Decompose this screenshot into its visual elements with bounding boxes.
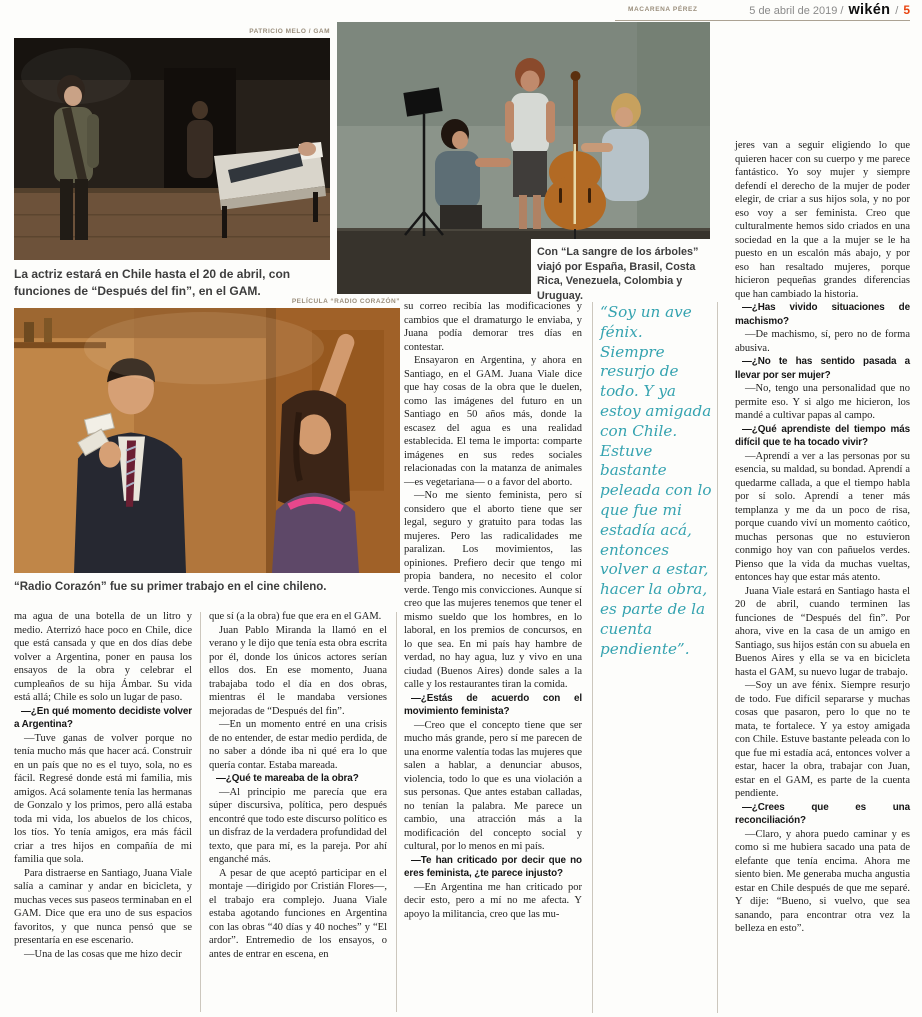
interview-question: —¿Crees que es una reconciliación? [735,801,910,826]
article-column-3 [404,300,582,1013]
column-rule [717,302,718,1013]
article-paragraph: —En un momento entré en una crisis de no entender, de estar medio perdida, de no saber a dónde iba ni qué era lo que quería contar. Estaba mareada. [209,719,387,771]
article-paragraph: —Creo que el concepto tiene que ser mucho más grande, pero sí me parecen de una enorme valentía todas las mujeres que salen a hablar, a denunciar abusos, violencia, todo lo que es una violación a sus personas. Que antes estaban calladas, no tenían la palabra. Me parece un cambio, una atracción más a la modificación del concepto social y cultural, por lo menos en mi país. [404,719,582,852]
header-separator: / [895,5,899,17]
photo1-credit: PATRICIO MELO / GAM [249,28,330,35]
article-paragraph: —Una de las cosas que me hizo decir [24,948,182,960]
article-paragraph: —De machismo, sí, pero no de forma abusiva. [735,329,910,354]
article-paragraph: —Soy un ave fénix. Siempre resurjo de todo. Fue difícil separarse y muchas cosas que pasaron, pero lo que no te mata, te fortalece. Y ya estoy amigada con Chile. Estuve bastante peleada con lo que fue mi estadía acá, entonces volver a estar, hacer la obra, trabajar con Juan, estar en el GAM, es parte de la cuenta pendiente. [735,680,910,799]
article-paragraph: —En Argentina me han criticado por decir esto, pero a mí no me afecta. Y apoyo la militancia, creo que las mu- [404,881,582,920]
photo3-caption: “Radio Corazón” fue su primer trabajo en el cine chileno. [14,581,327,593]
article-paragraph: que sí (a la obra) fue que era en el GAM. [209,611,382,622]
article-paragraph: —No, tengo una personalidad que no permite eso. Y si algo me hicieron, los mandé a cultivar papas al campo. [735,383,910,421]
interview-question: —¿Has vivido situaciones de machismo? [735,302,910,327]
article-paragraph: —No me siento feminista, pero sí considero que el aborto tiene que ser legal, seguro y gratuito para todas las mujeres. Pero las radicalidades me paralizan. Los movimientos, las opiniones. Prefiero decir que tengo mi propia bandera, no necesito el color verde. Tengo mis convicciones. Aunque sí creo que las mujeres tenemos que tener el mismo sueldo que los hombres, en lo laboral, en los premios de concursos, en lo que sea. En mi país hay hambre de verdad, no hay agua, luz y vivo en una ciudad (Buenos Aires) donde sales a la calle y los restaurantes tiran la comida. [404,490,582,690]
interview-question: —¿No te has sentido pasada a llevar por ser mujer? [735,356,910,381]
article-paragraph: Juan Pablo Miranda la llamó en el verano y le dijo que tenía esta obra escrita por él, donde los únicos actores serían ellos dos. En ese momento, Juana trabajaba todo el día en dos obras, mientras él le mandaba versiones mejoradas de “Después del fin”. [209,624,387,717]
photo-film-still [14,308,400,573]
page-header [749,2,910,18]
photo-theater-scene [14,38,330,260]
article-paragraph: jeres van a seguir eligiendo lo que quieren hacer con su cuerpo y me parece fantástico. Yo soy mujer y siempre defendí el derecho de la mujer de poder elegir, de criar a sus hijos sola, y no por eso voy a ser feminista. Creo que culturalmente hemos sido criados en una sociedad en la que a la mujer se le ha puesto en un escalón más abajo, y por eso han resaltado mujeres, porque hicieron pequeñas grandes diferencias que han cambiado la historia. [735,140,910,300]
pull-quote: “Soy un ave fénix. Siempre resurjo de todo. Y ya estoy amigada con Chile. Estuve bastante peleada con lo que fue mi estadía acá, entonces volver a estar, hacer la obra, es parte de la cuenta pendiente”. [600,303,712,658]
photo2-caption: Con “La sangre de los árboles” viajó por España, Brasil, Costa Rica, Venezuela, Colombia y Uruguay. [537,246,699,302]
article-paragraph: —Aprendí a ver a las personas por su esencia, su maldad, su bondad. Aprendí a quedarme callada, a que el tiempo habla por sí solo. Aprendí a tener más templanza y me da un poco de risa, porque cuando viví un momento caótico, muchas personas que no estuvieron conmigo hoy van con pañuelos verdes. Pienso que la vida da muchas vueltas, entonces hay que estar más atento. [735,450,910,583]
theater-scene-illustration [14,38,330,260]
article-paragraph: Juana Viale estará en Santiago hasta el 20 de abril, cuando terminen las funciones de “Después del fin”. Por ahora, vive en la casa de un amigo en Santiago, sus hijos están con su abuela en Buenos Aires y ella se va en bicicleta hasta el GAM, su nuevo lugar de trabajo. [735,585,910,678]
article-column-4 [735,139,910,1013]
interview-question: —¿En qué momento decidiste volver a Argentina? [14,705,192,730]
article-column-1 [14,610,192,1013]
column-rule [592,302,593,1013]
magazine-logo: wikén [848,2,891,18]
article-column-2 [209,610,387,1013]
top-photo-credit: MACARENA PÉREZ [628,6,698,13]
article-paragraph: —Claro, y ahora puedo caminar y es como si me hubiera sacado una pata de elefante que tenía encima. Ahora me siento bien. Me generaba mucha angustia estar en Chile después de que me separé. Y dije: “Bueno, si vuelvo, que sea sanando, para encontrar otra vez la belleza en esto”. [735,828,910,934]
interview-question: —Te han criticado por decir que no eres feminista, ¿te parece injusto? [404,854,582,879]
header-rule [615,20,910,21]
film-still-illustration [14,308,400,573]
interview-question: —¿Qué te mareaba de la obra? [216,773,359,784]
interview-question: —¿Estás de acuerdo con el movimiento feminista? [404,692,582,717]
photo1-caption: La actriz estará en Chile hasta el 20 de abril, con funciones de “Después del fin”, en el GAM. [14,267,291,298]
article-paragraph: Ensayaron en Argentina, y ahora en Santiago, en el GAM. Juana Viale dice que hay cosas de la obra que le duelen, como las imágenes del futuro en un Santiago en 50 años más, donde la escasez del agua es una realidad establecida. El tema le importa: comparte imágenes en sus redes sociales relacionadas con la matanza de animales —es vegetariana— o a favor del aborto. [404,355,582,488]
article-paragraph: A pesar de que aceptó participar en el montaje —dirigido por Cristián Flores—, el trabajo era complejo. Juana Viale estaba agotando funciones en Argentina con las obras “40 días y 40 noches” y “El ardor”. Entremedio de los ensayos, o antes de entrar en escena, en [209,867,387,960]
column-rule [396,612,397,1012]
article-paragraph: Para distraerse en Santiago, Juana Viale salía a caminar y andar en bicicleta, y muchas veces sus paseos terminaban en el GAM. Dice que era uno de sus espacios favoritos, y que nunca pensó que se presentaría en ese escenario. [14,867,192,946]
column-rule [200,612,201,1012]
interview-question: —¿Qué aprendiste del tiempo más difícil que te ha tocado vivir? [735,423,910,448]
article-paragraph: ma agua de una botella de un litro y medio. Aterrizó hace poco en Chile, dice que está cansada y que en dos días debe volver a Argentina, poner en pausa los ensayos de la obra y celebrar el cumpleaños de su hija Ámbar. Su vida está allá; Chile es solo un lugar de paso. [14,611,192,703]
photo3-credit: PELÍCULA “RADIO CORAZÓN” [291,298,400,305]
article-paragraph: —Tuve ganas de volver porque no tenía mucho más que hacer acá. Construir en un país que no es el tuyo, sola, no es fácil. Regresé donde está mi familia, mis amigos. Acá solamente tenía las hermanas de Gonzalo y los primos, pero allá estaba toda mi vida, los abuelos de los chicos, los tíos. Yo tenía amigos, era más fácil criar a tres hijos en compañía de mi familia que sola. [14,732,192,865]
page-number: 5 [903,3,910,17]
article-paragraph: su correo recibía las modificaciones y cambios que el dramaturgo le enviaba, y Juana podía demorar tres días en contestar. [404,301,582,353]
issue-date: 5 de abril de 2019 / [749,5,844,17]
article-paragraph: —Al principio me parecía que era súper discursiva, política, pero después encontré que todo este discurso político es un disfraz de la verdadera profundidad del texto, que para mí, es la pareja. Por ahí enganché más. [209,786,387,865]
